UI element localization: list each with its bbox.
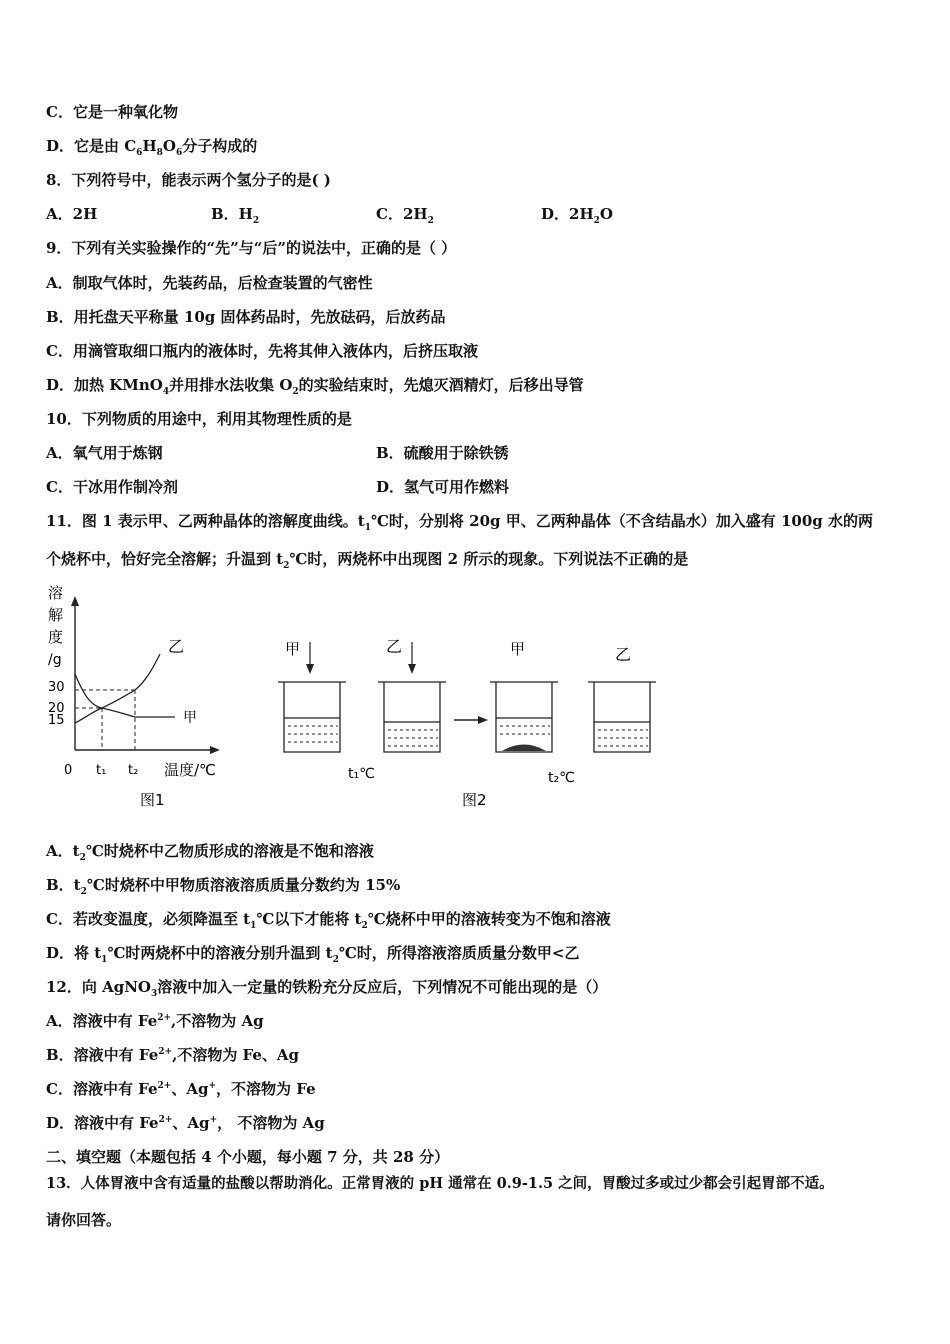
q11-stem-line2: 个烧杯中，恰好完全溶解；升温到 $t_2℃$时，两烧杯中出现图 2 所示的现象。下列说法不正确的是 [46, 550, 689, 571]
x-axis-arrow [210, 746, 220, 754]
q9-stem: 9．下列有关实验操作的“先”与“后”的说法中，正确的是（ ） [46, 239, 457, 257]
y-axis-label-2: 解 [48, 606, 64, 624]
curve-yi-label: 乙 [168, 637, 185, 656]
q10-option-a: A．氧气用于炼钢 [46, 444, 163, 462]
q12-option-b: B．溶液中有 $Fe^{2+}$,不溶物为 Fe、Ag [46, 1046, 300, 1064]
q10-stem: 10．下列物质的用途中，利用其物理性质的是 [46, 410, 352, 428]
temp-t1-label: t₁℃ [348, 766, 375, 782]
y-axis-label-1: 溶 [48, 584, 64, 602]
drop-arrow-1-head [306, 664, 314, 674]
figure-1-caption: 图1 [140, 791, 165, 809]
y-tick-20: 20 [48, 701, 65, 716]
beaker-4-label: 乙 [615, 645, 632, 664]
q7-option-d: D．它是由 $C_6H_8O_6$分子构成的 [46, 137, 258, 158]
q13-stem-line2: 请你回答。 [46, 1211, 122, 1229]
figure-2-beakers [278, 637, 656, 809]
q8-option-d: D．$2H_2O$ [541, 205, 613, 226]
x-axis-label: 温度/℃ [164, 761, 216, 779]
beaker-1-solution [288, 726, 338, 742]
curve-yi [75, 654, 160, 723]
figure-1-solubility-graph [48, 584, 220, 809]
beaker-4 [588, 682, 656, 752]
y-tick-30: 30 [48, 680, 65, 695]
q12-option-a: A．溶液中有 $Fe^{2+}$,不溶物为 Ag [46, 1012, 264, 1030]
q11-option-b: B．$t_2℃$时烧杯中甲物质溶液溶质质量分数约为 15% [46, 876, 401, 897]
q9-option-b: B．用托盘天平称量 10g 固体药品时，先放砝码，后放药品 [46, 308, 446, 326]
q11-stem-line1: 11．图 1 表示甲、乙两种晶体的溶解度曲线。$t_1℃$时，分别将 20g 甲、乙两种晶体（不含结晶水）加入盛有 100g 水的两 [46, 512, 873, 533]
q10-option-d: D．氢气可用作燃料 [376, 478, 510, 496]
q7-option-c: C．它是一种氧化物 [46, 103, 178, 121]
x-tick-t1: t₁ [96, 763, 107, 778]
figure-2-caption: 图2 [462, 791, 487, 809]
q11-option-d: D．将 $t_1℃$时两烧杯中的溶液分别升温到 $t_2℃$时，所得溶液溶质质量分数甲<乙 [46, 944, 580, 965]
beaker-3-label: 甲 [510, 640, 526, 658]
q11-option-c: C．若改变温度，必须降温至 $t_1℃$以下才能将 $t_2℃$烧杯中甲的溶液转变为不饱和溶液 [46, 910, 611, 931]
q13-stem-line1: 13．人体胃液中含有适量的盐酸以帮助消化。正常胃液的 pH 通常在 0.9-1.5 之间，胃酸过多或过少都会引起胃部不适。 [46, 1175, 834, 1192]
q12-option-c: C．溶液中有 $Fe^{2+}$、Ag+，不溶物为 Fe [46, 1080, 316, 1098]
q9-option-d: D．加热 KMnO$_4$并用排水法收集 $O_2$的实验结束时，先熄灭酒精灯，后移出导管 [46, 376, 584, 397]
drop-arrow-2-head [408, 664, 416, 674]
temp-t2-label: t₂℃ [548, 770, 575, 786]
x-tick-t2: t₂ [128, 763, 139, 778]
beaker-3-solution [500, 726, 550, 734]
beaker-4-solution [598, 730, 648, 746]
solubility-figure [40, 578, 680, 818]
beaker-2-solution [388, 730, 438, 746]
x-tick-0: 0 [64, 763, 73, 778]
q12-stem: 12．向 AgNO$_3$溶液中加入一定量的铁粉充分反应后，下列情况不可能出现的是（） [46, 978, 608, 999]
q8-option-a: A．2H [46, 205, 98, 223]
y-tick-15: 15 [48, 713, 65, 728]
section-2-title: 二、填空题（本题包括 4 个小题，每小题 7 分，共 28 分） [46, 1148, 450, 1166]
y-axis-label-4: /g [48, 652, 62, 668]
q8-stem: 8．下列符号中，能表示两个氢分子的是( ) [46, 171, 331, 189]
curve-jia-label: 甲 [183, 710, 197, 726]
beaker-3 [490, 682, 558, 752]
beaker-2-label: 乙 [386, 637, 403, 656]
q9-option-a: A．制取气体时，先装药品，后检查装置的气密性 [46, 274, 373, 292]
y-axis-label-3: 度 [48, 628, 64, 646]
q9-option-c: C．用滴管取细口瓶内的液体时，先将其伸入液体内，后挤压取液 [46, 342, 478, 360]
q8-option-c: C．$2H_2$ [376, 205, 434, 226]
y-axis-arrow [71, 596, 79, 606]
beaker-3-precipitate [502, 745, 546, 752]
beaker-2 [378, 682, 446, 752]
q10-option-b: B．硫酸用于除铁锈 [376, 444, 509, 462]
beaker-1-label: 甲 [285, 640, 301, 658]
q12-option-d: D．溶液中有 $Fe^{2+}$、Ag+， 不溶物为 Ag [46, 1114, 325, 1132]
heat-arrow-head [478, 716, 488, 724]
q10-option-c: C．干冰用作制冷剂 [46, 478, 178, 496]
q11-option-a: A．$t_2℃$时烧杯中乙物质形成的溶液是不饱和溶液 [46, 842, 374, 863]
q8-option-b: B．$H_2$ [211, 205, 260, 226]
